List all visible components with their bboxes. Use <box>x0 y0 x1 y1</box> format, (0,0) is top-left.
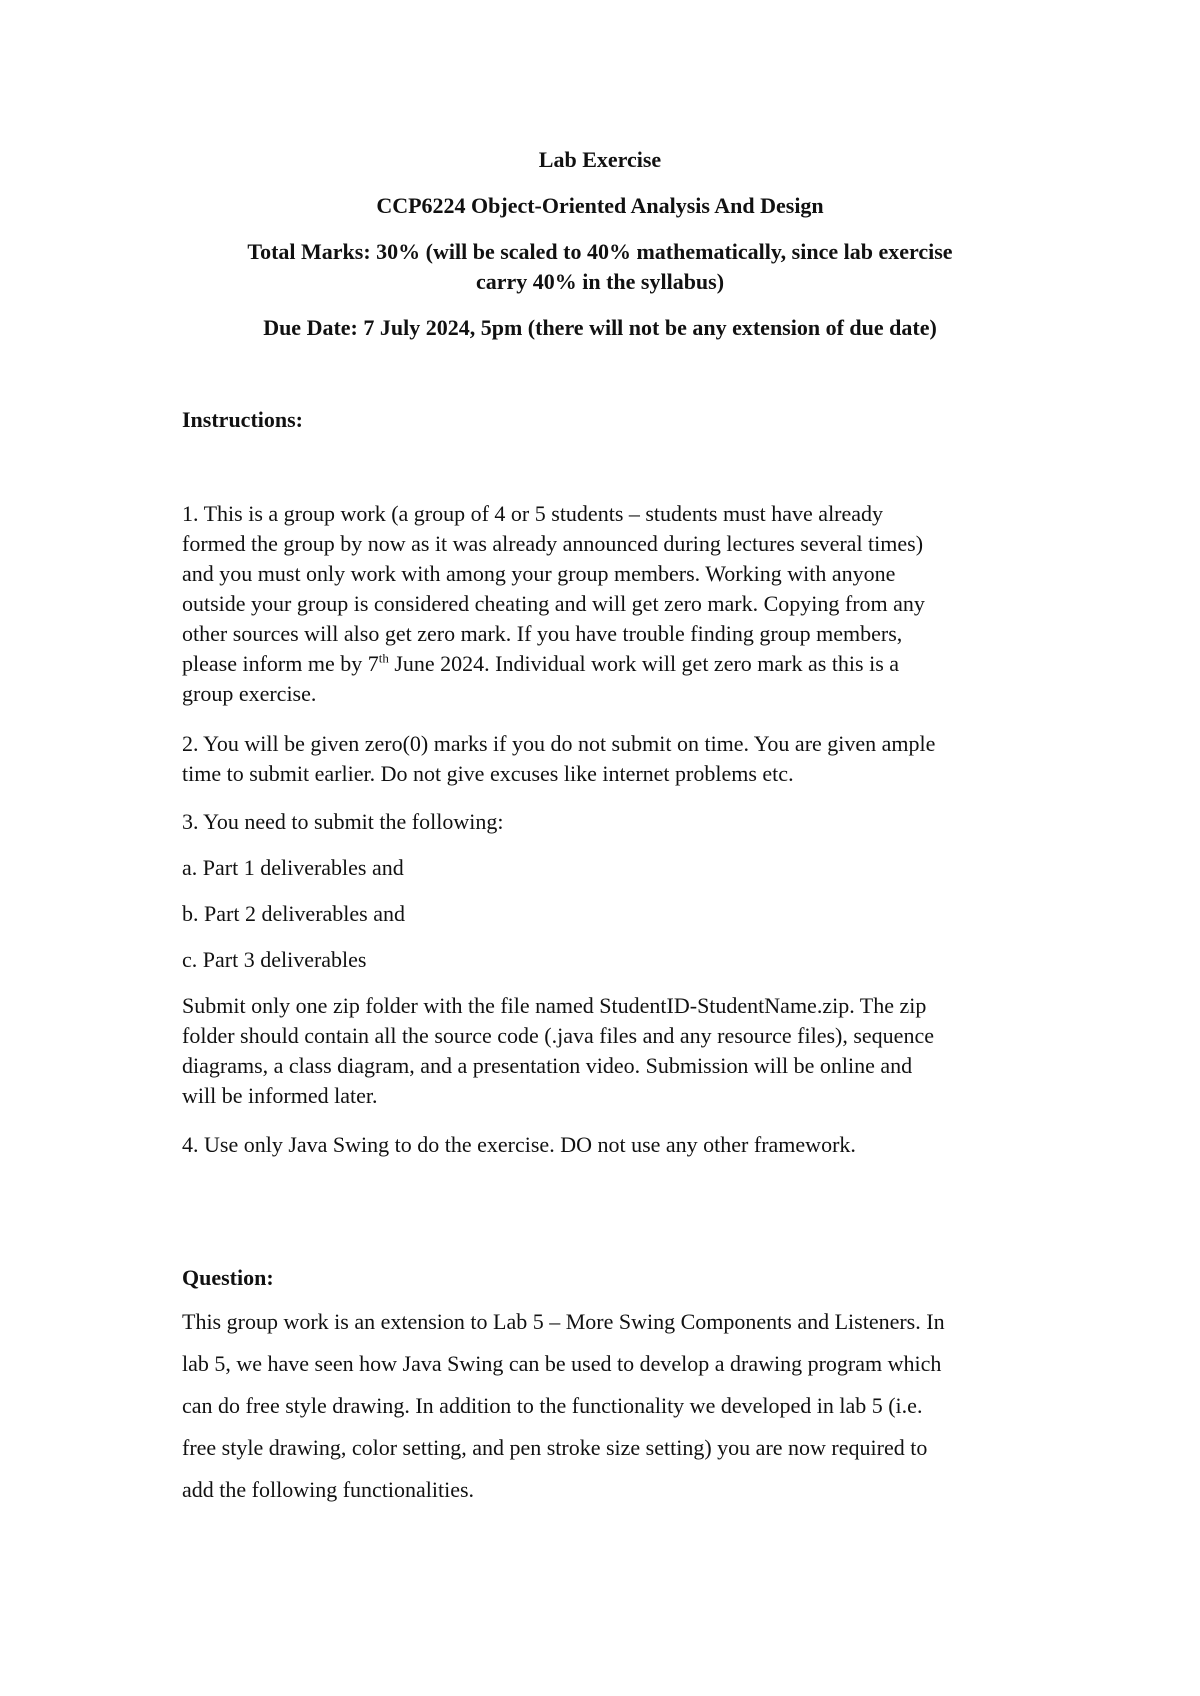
instruction-2-line: 2. You will be given zero(0) marks if you do not submit on time. You are given ample <box>182 731 936 756</box>
instruction-1-line: group exercise. <box>182 681 317 706</box>
question-line: free style drawing, color setting, and pen stroke size setting) you are now required to <box>182 1435 928 1460</box>
question-body <box>182 1301 1032 1511</box>
submission-line: will be informed later. <box>182 1083 378 1108</box>
instruction-item-4: 4. Use only Java Swing to do the exercise. DO not use any other framework. <box>182 1132 856 1157</box>
instruction-1-line: outside your group is considered cheating and will get zero mark. Copying from any <box>182 591 925 616</box>
document-title: Lab Exercise <box>538 147 662 172</box>
deliverable-part-3: c. Part 3 deliverables <box>182 947 367 972</box>
line-6-text-after: June 2024. Individual work will get zero mark as this is a <box>388 651 900 676</box>
deliverable-part-1: a. Part 1 deliverables and <box>182 855 404 880</box>
instruction-1-line: 1. This is a group work (a group of 4 or 5 students – students must have already <box>182 501 884 526</box>
instruction-item-1 <box>182 499 1032 709</box>
submission-line: folder should contain all the source code (.java files and any resource files), sequence <box>182 1023 934 1048</box>
instructions-heading: Instructions: <box>182 407 304 432</box>
question-line: add the following functionalities. <box>182 1477 475 1502</box>
question-line: can do free style drawing. In addition to the functionality we developed in lab 5 (i.e. <box>182 1393 923 1418</box>
instruction-2-line: time to submit earlier. Do not give excuses like internet problems etc. <box>182 761 794 786</box>
submission-line: diagrams, a class diagram, and a presentation video. Submission will be online and <box>182 1053 913 1078</box>
instruction-1-line: and you must only work with among your group members. Working with anyone <box>182 561 896 586</box>
instruction-item-3: 3. You need to submit the following: <box>182 809 504 834</box>
submission-instructions <box>182 991 1032 1111</box>
instruction-item-2 <box>182 729 1032 789</box>
line-6-text-before: please inform me by 7 <box>182 651 379 676</box>
due-date: Due Date: 7 July 2024, 5pm (there will not be any extension of due date) <box>263 315 937 340</box>
instruction-1-line-6 <box>182 649 1032 679</box>
deliverable-part-2: b. Part 2 deliverables and <box>182 901 405 926</box>
instruction-1-line: formed the group by now as it was already announced during lectures several times) <box>182 531 924 556</box>
question-heading: Question: <box>182 1265 274 1290</box>
total-marks-line-1: Total Marks: 30% (will be scaled to 40% mathematically, since lab exercise <box>247 239 953 264</box>
instruction-1-line: other sources will also get zero mark. If you have trouble finding group members, <box>182 621 903 646</box>
question-line: This group work is an extension to Lab 5 – More Swing Components and Listeners. In <box>182 1309 945 1334</box>
question-line: lab 5, we have seen how Java Swing can be used to develop a drawing program which <box>182 1351 942 1376</box>
course-title: CCP6224 Object-Oriented Analysis And Design <box>376 193 824 218</box>
total-marks-line-2: carry 40% in the syllabus) <box>475 269 725 294</box>
ordinal-suffix: th <box>378 650 389 666</box>
total-marks <box>205 237 995 297</box>
submission-line: Submit only one zip folder with the file named StudentID-StudentName.zip. The zip <box>182 993 927 1018</box>
